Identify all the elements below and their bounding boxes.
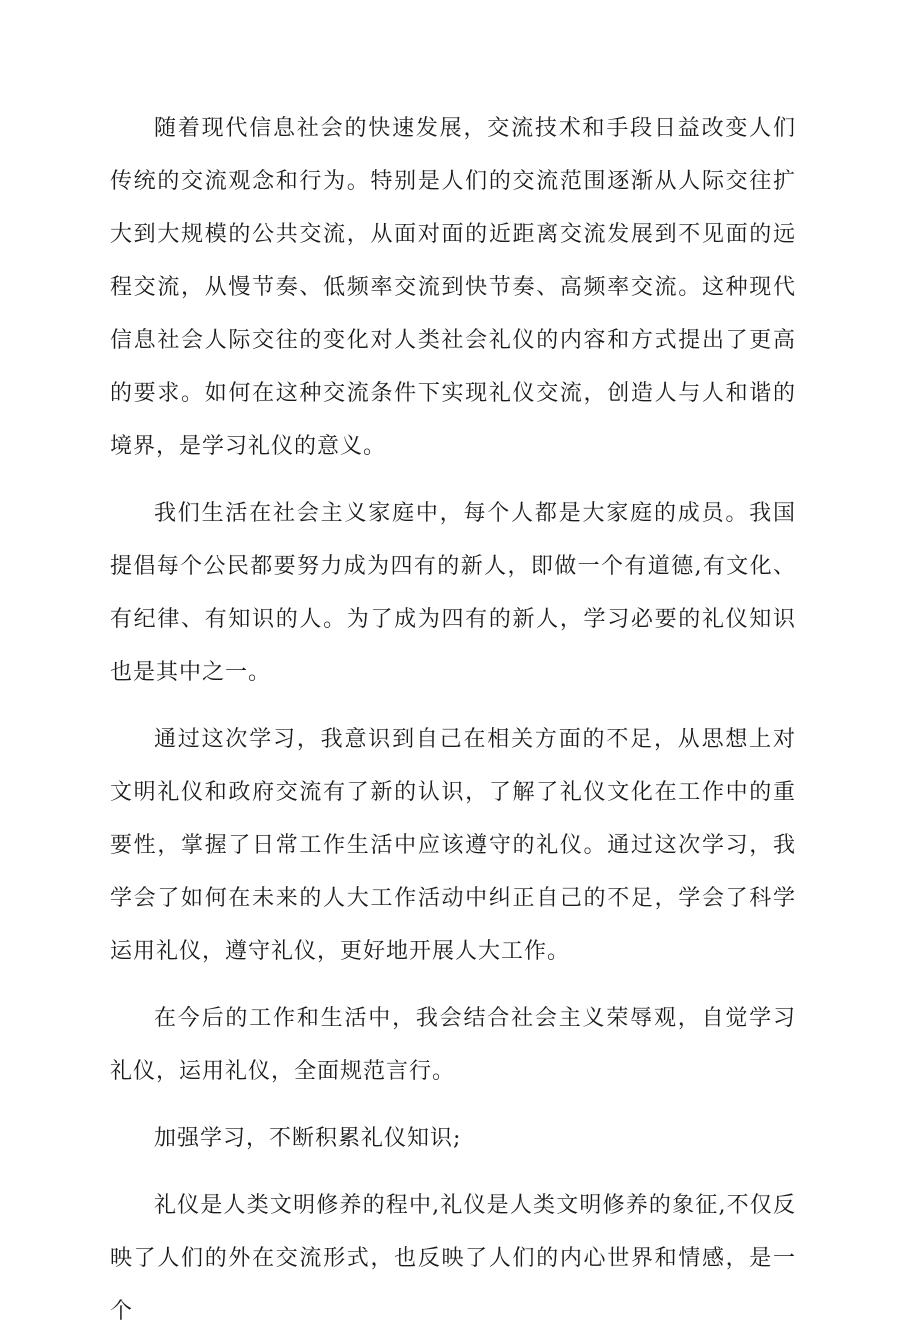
- paragraph-1: 随着现代信息社会的快速发展，交流技术和手段日益改变人们传统的交流观念和行为。特别是人们的交流范围逐渐从人际交往扩大到大规模的公共交流，从面对面的近距离交流发展到不见面的远程交流，从慢节奏、低频率交流到快节奏、高频率交流。这种现代信息社会人际交往的变化对人类社会礼仪的内容和方式提出了更高的要求。如何在这种交流条件下实现礼仪交流，创造人与人和谐的境界，是学习礼仪的意义。: [110, 116, 796, 459]
- paragraph-spacer: [110, 1098, 796, 1112]
- paragraph-spacer: [110, 699, 796, 713]
- paragraph-6: 礼仪是人类文明修养的程中,礼仪是人类文明修养的象征,不仅反映了人们的外在交流形式，也反映了人们的内心世界和情感，是一个: [110, 1193, 796, 1324]
- document-body: [110, 102, 796, 1338]
- paragraph-2: 我们生活在社会主义家庭中，每个人都是大家庭的成员。我国提倡每个公民都要努力成为四有的新人，即做一个有道德,有文化、有纪律、有知识的人。为了成为四有的新人，学习必要的礼仪知识也是其中之一。: [110, 501, 796, 685]
- paragraph-spacer: [110, 978, 796, 992]
- paragraph-5: 加强学习，不断积累礼仪知识;: [154, 1126, 462, 1151]
- paragraph-spacer: [110, 473, 796, 487]
- paragraph-4: 在今后的工作和生活中，我会结合社会主义荣辱观，自觉学习礼仪，运用礼仪，全面规范言行。: [110, 1006, 796, 1084]
- paragraph-3: 通过这次学习，我意识到自己在相关方面的不足，从思想上对文明礼仪和政府交流有了新的认识，了解了礼仪文化在工作中的重要性，掌握了日常工作生活中应该遵守的礼仪。通过这次学习，我学会了如何在未来的人大工作活动中纠正自己的不足，学会了科学运用礼仪，遵守礼仪，更好地开展人大工作。: [110, 727, 796, 964]
- paragraph-spacer: [110, 1165, 796, 1179]
